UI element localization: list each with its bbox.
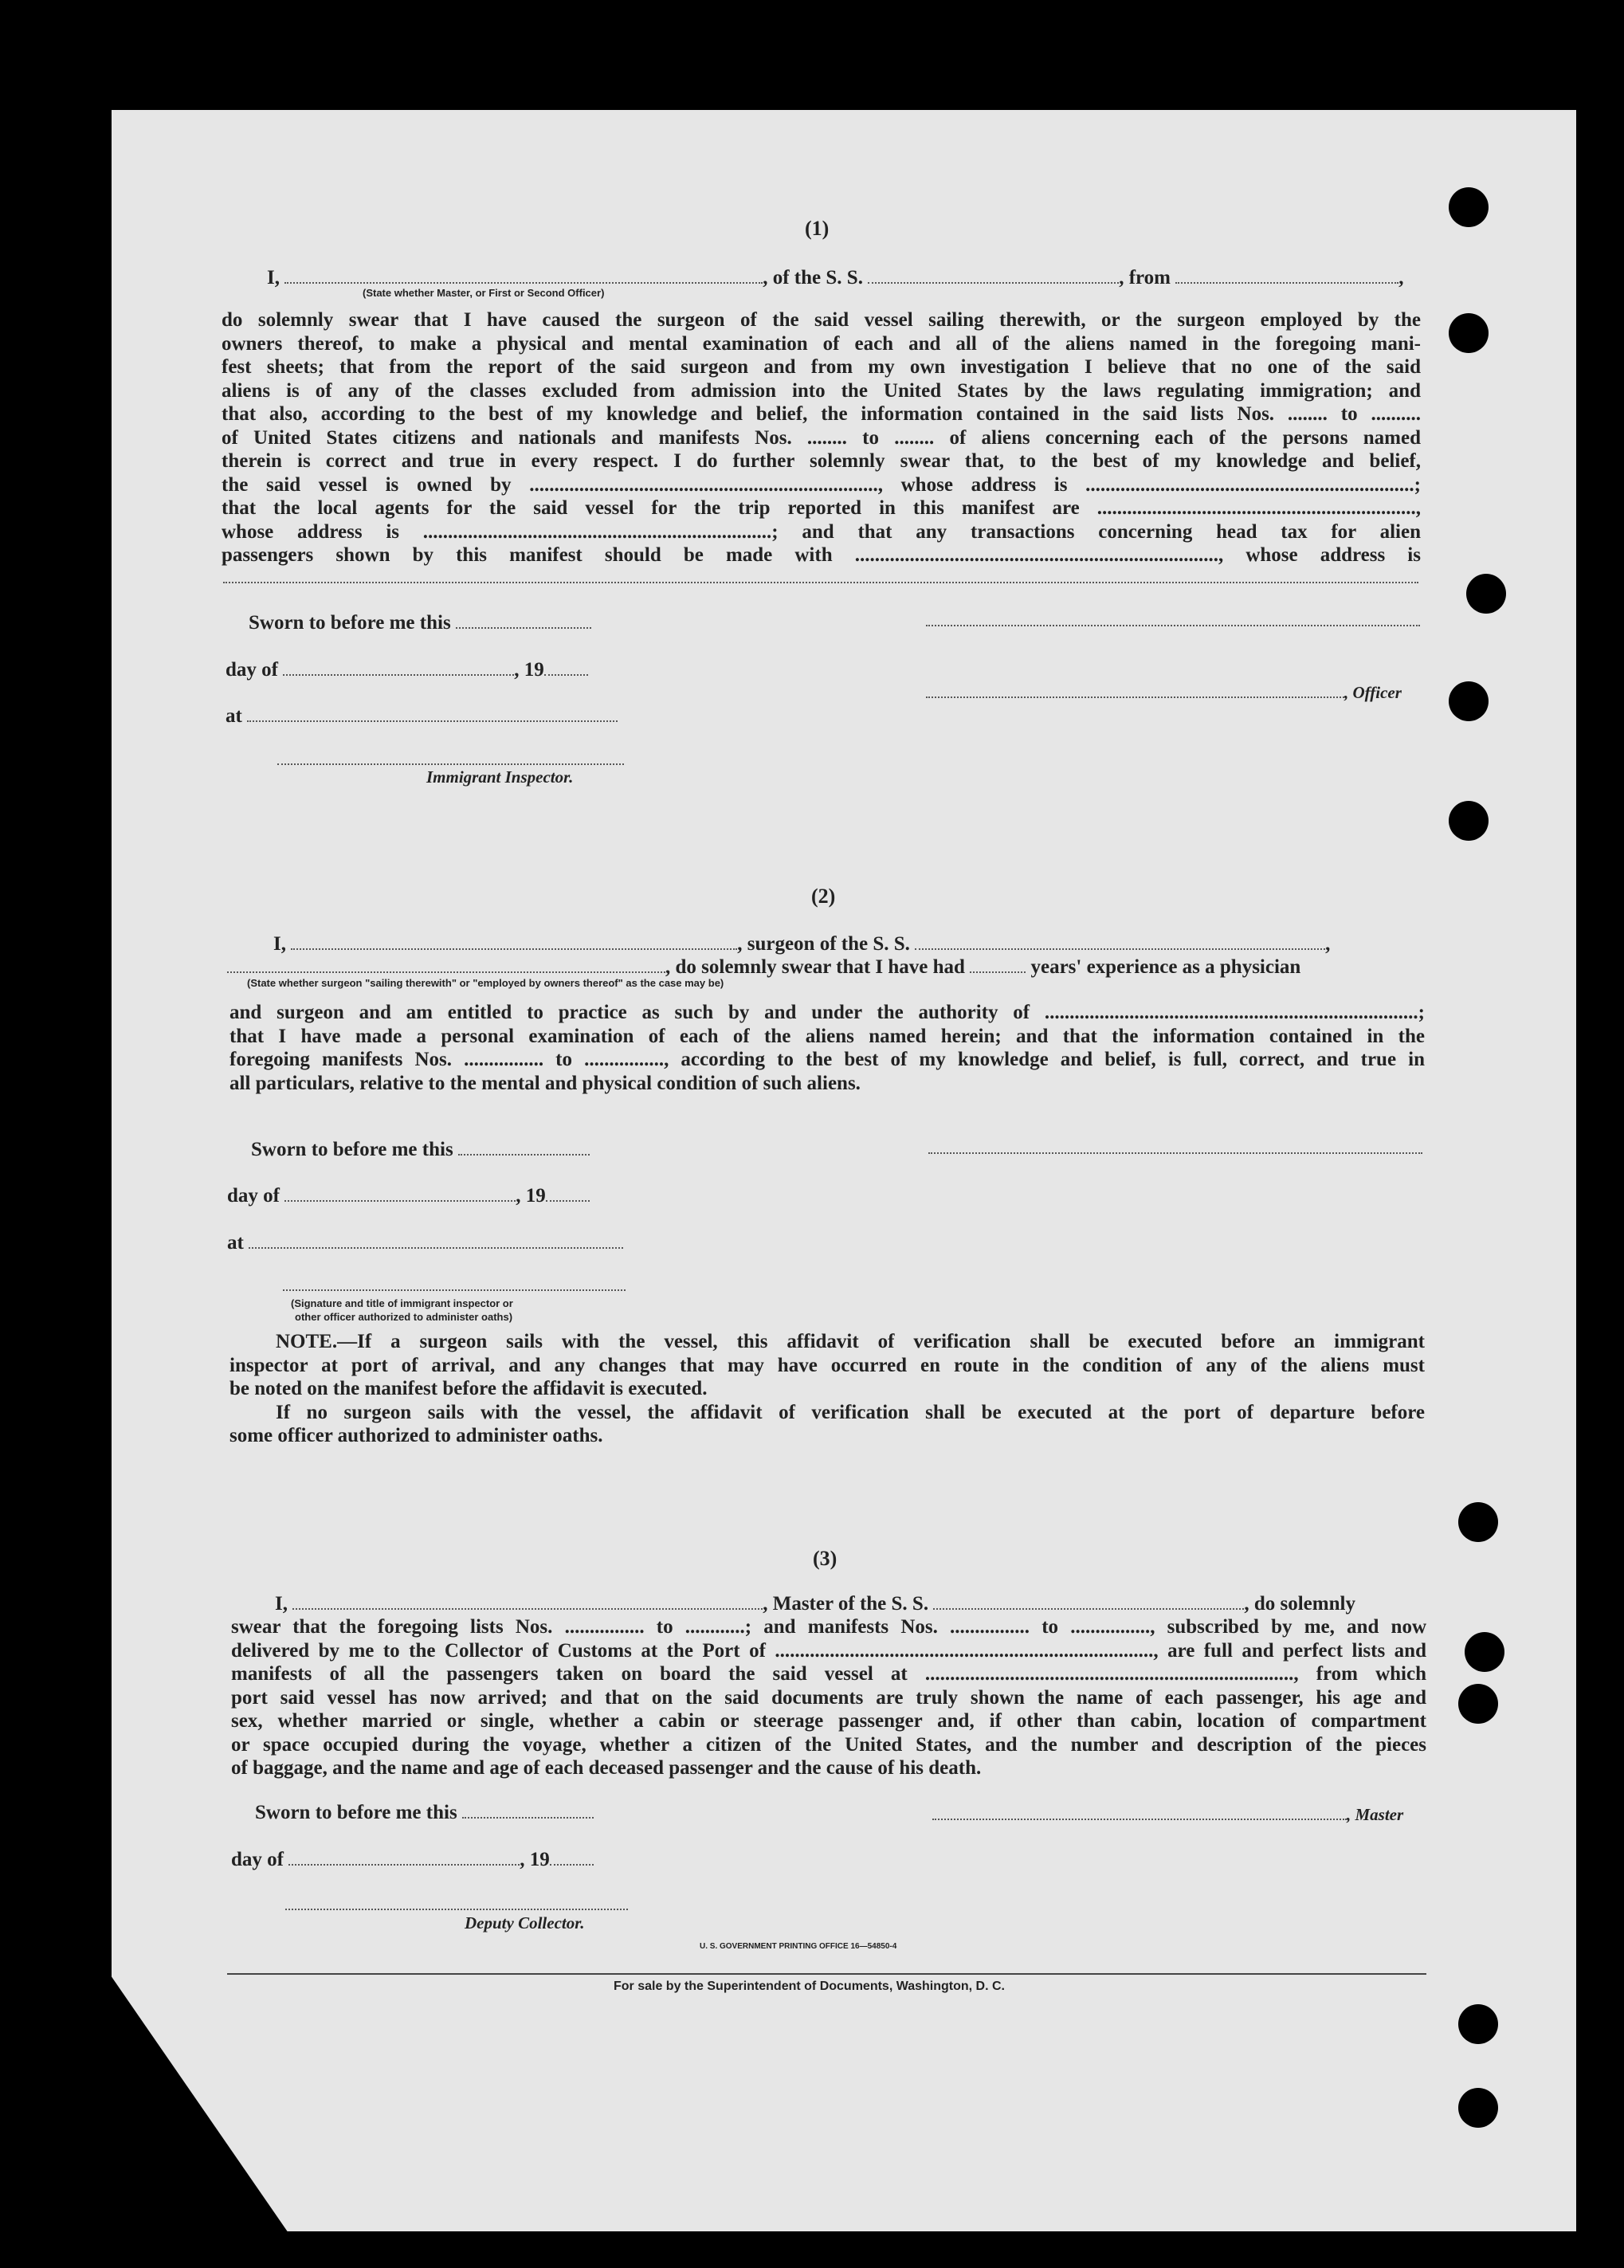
section-2-first-line: I, , surgeon of the S. S. ,: [273, 933, 1331, 955]
master-name-field[interactable]: [292, 1594, 763, 1610]
vessel-name-field[interactable]: [868, 268, 1119, 284]
section-2-day: day of , 19: [227, 1184, 590, 1207]
sworn-date-field[interactable]: [456, 613, 591, 629]
section-1-sworn: Sworn to before me this: [249, 611, 591, 634]
years-experience-field[interactable]: [970, 957, 1026, 973]
year-field[interactable]: [550, 1850, 594, 1866]
sworn-date-field[interactable]: [458, 1140, 590, 1156]
punch-hole: [1465, 1632, 1504, 1672]
address-line[interactable]: [223, 582, 1418, 583]
signature-line[interactable]: [926, 625, 1420, 626]
place-field[interactable]: [249, 1233, 623, 1249]
punch-hole: [1466, 574, 1506, 614]
punch-hole: [1458, 2004, 1498, 2044]
officer-signature-field[interactable]: [926, 682, 1344, 698]
year-field[interactable]: [546, 1186, 590, 1202]
section-3-day: day of , 19: [231, 1848, 594, 1871]
section-1-number: (1): [805, 217, 830, 240]
section-2-at: at: [227, 1231, 623, 1254]
master-signature-field[interactable]: [932, 1804, 1347, 1820]
punch-hole: [1449, 801, 1489, 841]
section-3-oath-text: swear that the foregoing lists Nos. ................ to ............; and manifests Nos. ................ to ................, subscribed by me, and now delivered by me to the Collector of Customs at the Port of ............................................................................, are full and perfect lists and manifests of all the passengers taken on board the said vessel at .........................................................................., from which port said vessel has now arrived; and that on the said documents are truly shown the name of each passenger, his age and sex, whether married or single, whether a cabin or steerage passenger and, if other than cabin, location of compartment or space occupied during the voyage, whether a citizen of the United States, and the number and description of the pieces of baggage, and the name and age of each deceased passenger and the cause of his death.: [231, 1616, 1426, 1779]
master-vessel-field[interactable]: [933, 1594, 1244, 1610]
punch-hole: [1449, 187, 1489, 227]
section-3-first-line: I, , Master of the S. S. , do solemnly: [275, 1593, 1355, 1615]
section-3-master-label: , Master: [932, 1803, 1403, 1827]
section-1-officer-caption: (State whether Master, or First or Second Officer): [363, 287, 605, 299]
officer-name-field[interactable]: [284, 268, 763, 284]
surgeon-name-field[interactable]: [291, 934, 737, 950]
sworn-date-field[interactable]: [462, 1803, 594, 1819]
section-1-officer-label: , Officer: [926, 681, 1402, 704]
punch-hole: [1458, 1502, 1498, 1542]
punch-hole: [1449, 681, 1489, 721]
deputy-collector-label: Deputy Collector.: [465, 1913, 585, 1933]
section-2-oath-text: and surgeon and am entitled to practice as such by and under the authority of ...........................................................................; that I have made a personal examination of each of the aliens named herein; and that the information contained in the foregoing manifests Nos. ................ to ................, according to the best of my knowledge and belief, is full, correct, and true in all particulars, relative to the mental and physical condition of such aliens.: [229, 1002, 1425, 1094]
officer-signature-line[interactable]: [283, 1289, 626, 1291]
punch-hole: [1458, 2088, 1498, 2128]
section-3-number: (3): [813, 1547, 837, 1570]
inspector-signature-line[interactable]: [277, 763, 624, 765]
year-field[interactable]: [544, 660, 588, 676]
collector-signature-line[interactable]: [285, 1909, 628, 1910]
sale-notice: For sale by the Superintendent of Documents, Washington, D. C.: [614, 1980, 1005, 1993]
section-2-second-line: , do solemnly swear that I have had years' experience as a physician: [227, 955, 1300, 979]
section-2-note: NOTE.—If a surgeon sails with the vessel, this affidavit of verification shall be executed before an immigrant inspector at port of arrival, and any changes that may have occurred en route in the condition of any of the aliens must be noted on the manifest before the affidavit is executed. If no surgeon sails with the vessel, the affidavit of verification shall be executed at the port of departure before some officer authorized to administer oaths.: [229, 1331, 1425, 1446]
departure-port-field[interactable]: [1175, 268, 1398, 284]
section-1-oath-text: do solemnly swear that I have caused the surgeon of the said vessel sailing therewith, or the surgeon employed by the owners thereof, to make a physical and mental examination of each and all of the aliens named in the foregoing mani- fest sheets; that from the report of the said surgeon and from my own investigation I believe that no one of the said aliens is of any of the classes excluded from admission into the United States by the laws regulating immigration; and that also, according to the best of my knowledge and belief, the information contained in the said lists Nos. ........ to .......... of United States citizens and nationals and manifests Nos. ........ to ........ of aliens concerning each of the persons named therein is correct and true in every respect. I do further solemnly swear that, to the best of my knowledge and belief, the said vessel is owned by ......................................................................, whose address is ..................................................................; that the local agents for the said vessel for the trip reported in this manifest are ................................................................, whose address is ......................................................................; and that any transactions concerning head tax for alien passengers shown by this manifest should be made with ........................................................................., whose address is: [222, 309, 1421, 566]
immigrant-inspector-label: Immigrant Inspector.: [426, 767, 574, 787]
signature-caption-2: other officer authorized to administer oaths): [295, 1311, 513, 1323]
gpo-imprint: U. S. GOVERNMENT PRINTING OFFICE 16—54850-4: [700, 1942, 897, 1951]
surgeon-signature-line[interactable]: [928, 1152, 1422, 1154]
punch-hole: [1458, 1684, 1498, 1724]
surgeon-status-field[interactable]: [227, 957, 665, 973]
section-1-at: at: [226, 704, 618, 728]
signature-caption-1: (Signature and title of immigrant inspector or: [291, 1297, 513, 1309]
section-1-first-line: I, , of the S. S. , from ,: [267, 267, 1404, 288]
day-field[interactable]: [288, 1850, 520, 1866]
section-2-sworn: Sworn to before me this: [251, 1138, 590, 1161]
section-2-surgeon-caption: (State whether surgeon "sailing therewith" or "employed by owners thereof" as the case may be): [247, 977, 724, 989]
surgeon-vessel-field[interactable]: [915, 934, 1325, 950]
footer-rule: [227, 1973, 1426, 1975]
section-2-number: (2): [811, 885, 836, 908]
section-3-sworn: Sworn to before me this: [255, 1801, 594, 1824]
day-field[interactable]: [284, 1186, 516, 1202]
punch-hole: [1449, 313, 1489, 353]
place-field[interactable]: [247, 706, 618, 722]
day-field[interactable]: [283, 660, 514, 676]
section-1-day: day of , 19: [226, 658, 588, 681]
